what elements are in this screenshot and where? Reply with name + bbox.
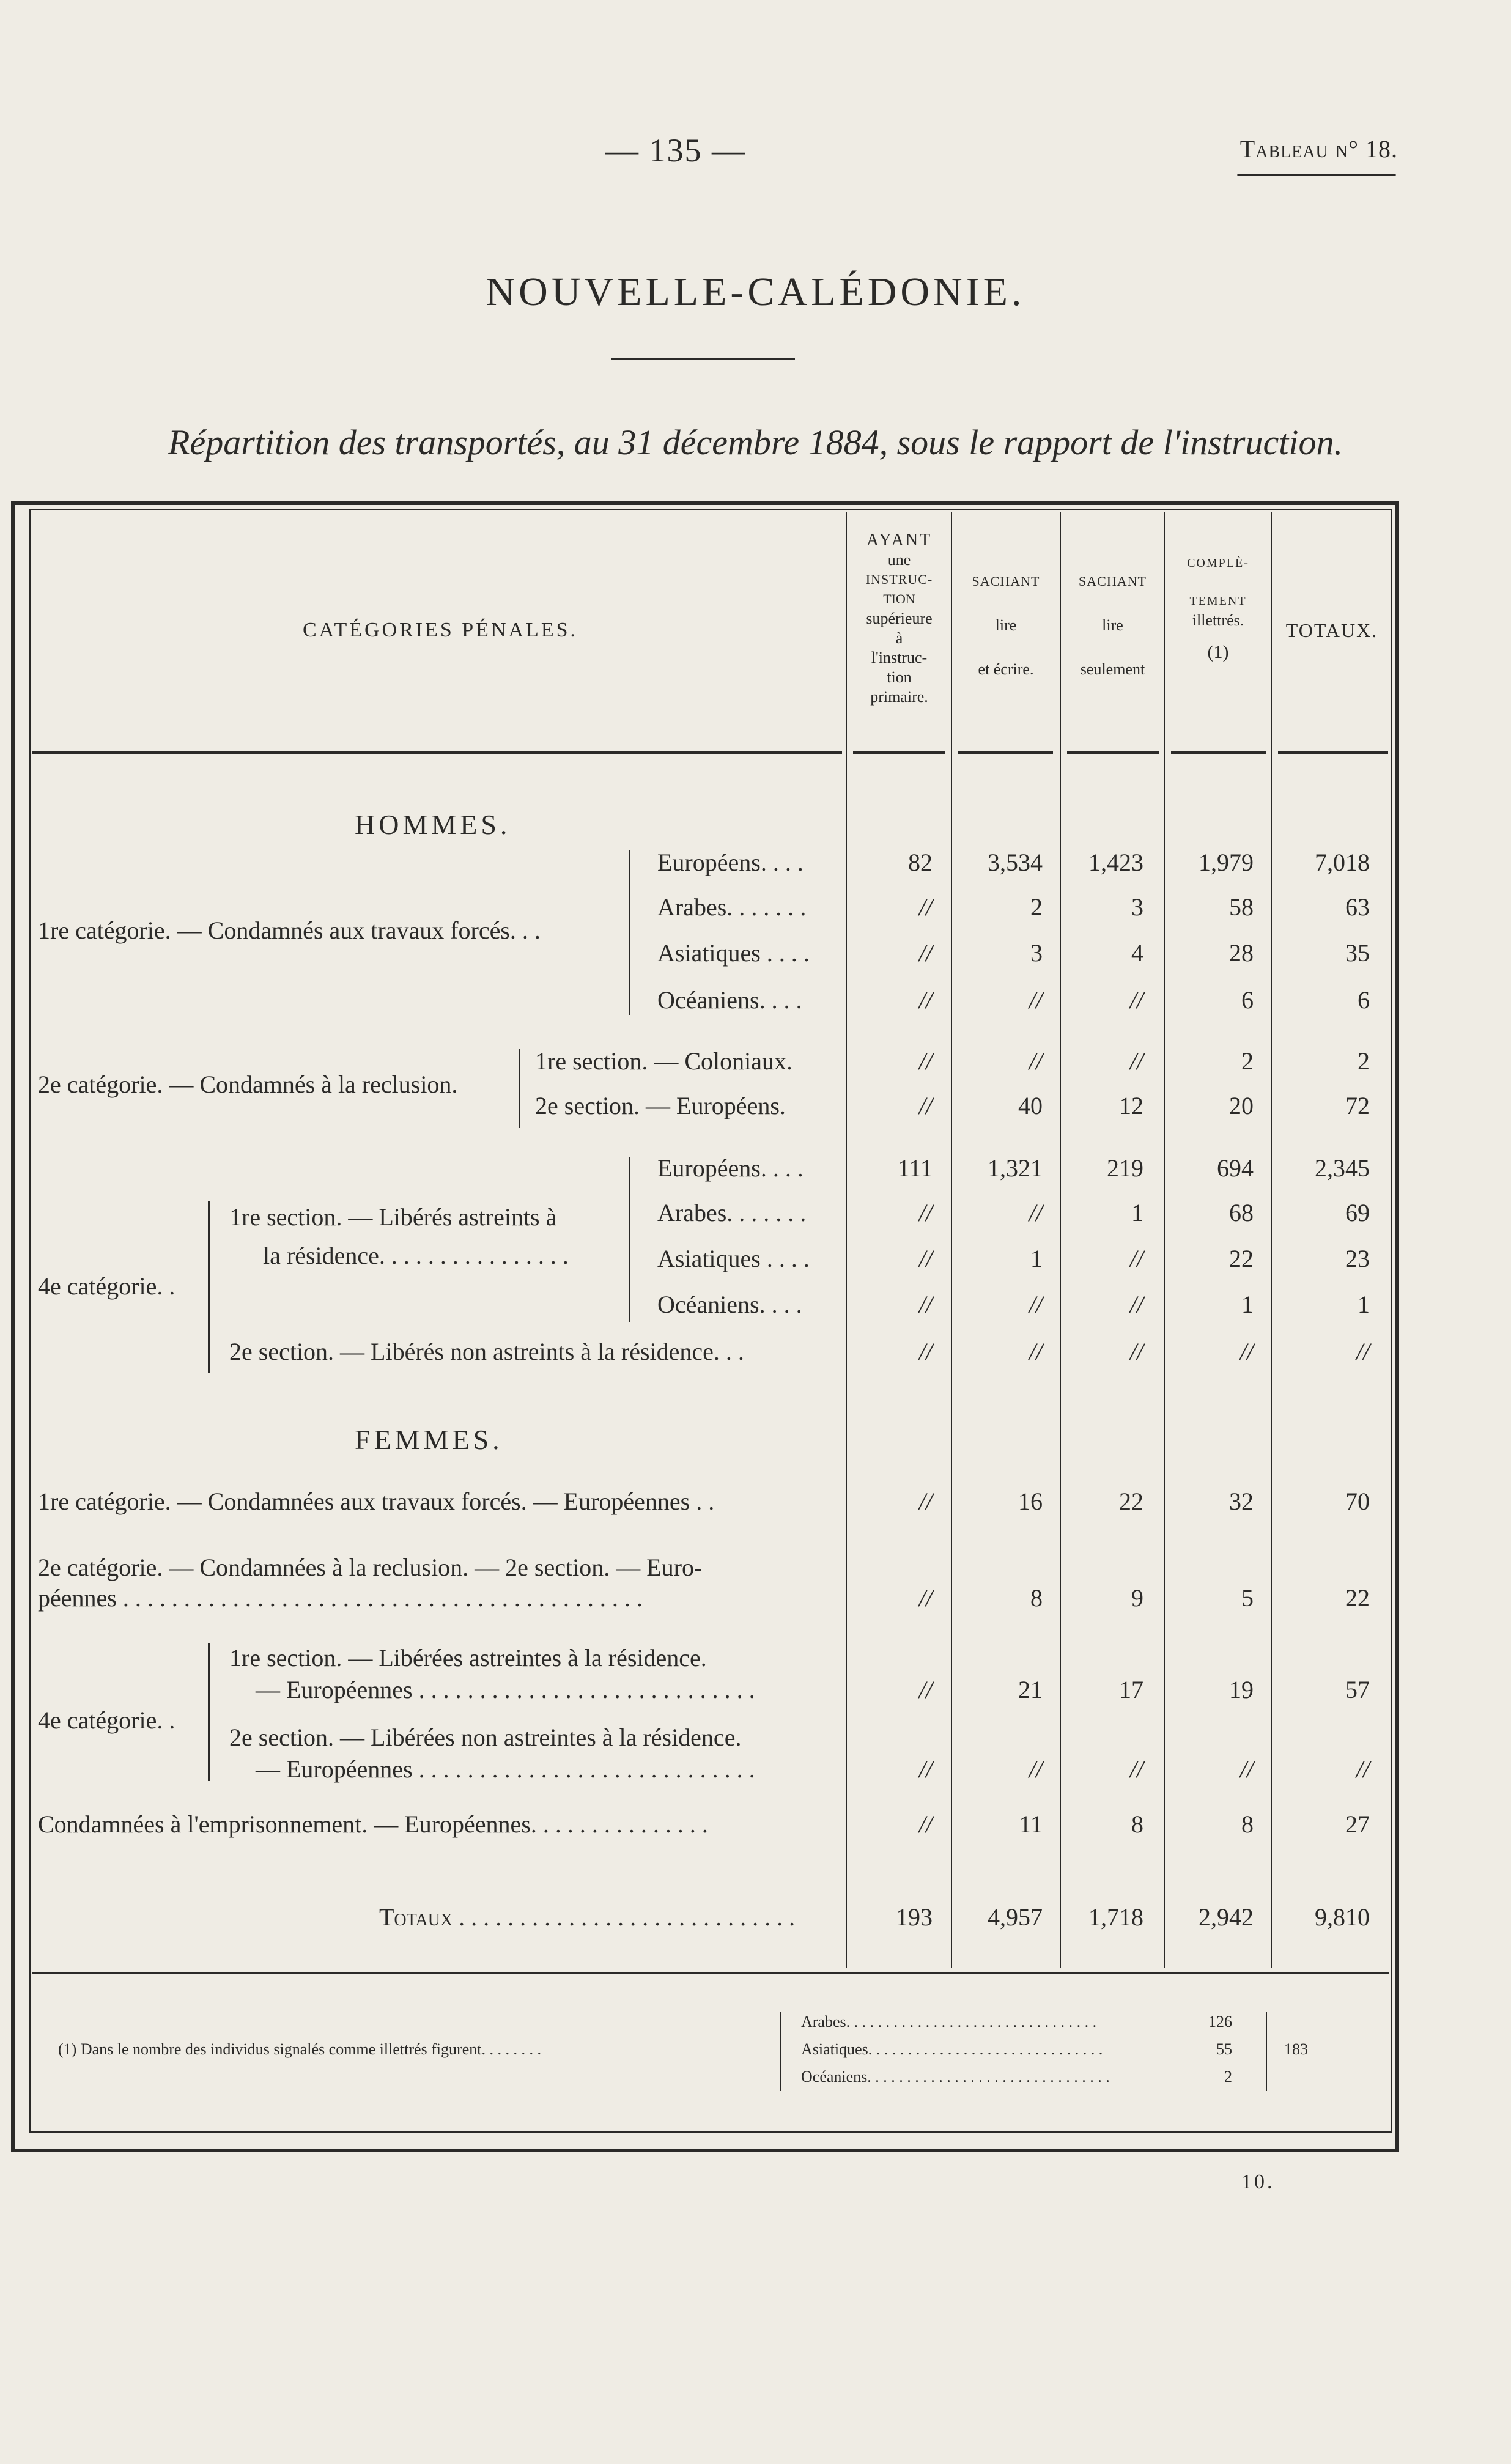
- table-cell: 28: [1229, 939, 1254, 967]
- table-cell: 5: [1241, 1584, 1254, 1612]
- header-rule: [958, 751, 1053, 754]
- row-label-f4-group: 4e catégorie. .: [38, 1706, 175, 1734]
- table-cell: //: [918, 1245, 933, 1272]
- brace: [208, 1201, 210, 1373]
- table-cell: 9,810: [1315, 1903, 1370, 1931]
- table-cell: //: [918, 1676, 933, 1703]
- table-cell: 7,018: [1315, 849, 1370, 876]
- brace: [629, 1157, 630, 1322]
- table-cell: 58: [1229, 893, 1254, 921]
- row-label: Asiatiques . . . .: [657, 1245, 810, 1272]
- column-divider: [951, 512, 952, 1968]
- table-cell: 2,942: [1199, 1903, 1254, 1931]
- row-label: Condamnées à l'emprisonnement. — Européennes. . . . . . . . . . . . . . .: [38, 1810, 708, 1838]
- table-cell: //: [1239, 1755, 1254, 1783]
- page-number: — 135 —: [605, 132, 746, 169]
- table-cell: 6: [1358, 986, 1370, 1014]
- column-divider: [1164, 512, 1165, 1968]
- table-cell: //: [1029, 1199, 1043, 1226]
- table-cell: 1,979: [1199, 849, 1254, 876]
- table-cell: //: [1029, 986, 1043, 1014]
- table-cell: 16: [1018, 1488, 1043, 1515]
- column-divider: [1271, 512, 1272, 1968]
- table-cell: 1,718: [1088, 1903, 1143, 1931]
- row-label: Océaniens. . . .: [657, 986, 802, 1014]
- table-cell: //: [1129, 1291, 1143, 1318]
- row-label: — Européennes . . . . . . . . . . . . . . . . . . . . . . . . . . . .: [256, 1755, 755, 1783]
- table-cell: 1,321: [988, 1154, 1043, 1182]
- row-label: Européens. . . .: [657, 849, 804, 876]
- page-title: NOUVELLE-CALÉDONIE.: [486, 270, 1025, 314]
- table-cell: //: [1029, 1755, 1043, 1783]
- footnote-text: (1) Dans le nombre des individus signalés comme illettrés figurent. . . . . . . .: [58, 2040, 541, 2058]
- table-cell: 2,345: [1315, 1154, 1370, 1182]
- row-label: — Européennes . . . . . . . . . . . . . . . . . . . . . . . . . . . .: [256, 1676, 755, 1703]
- table-cell: //: [918, 893, 933, 921]
- table-cell: //: [1129, 1338, 1143, 1365]
- table-cell: 68: [1229, 1199, 1254, 1226]
- row-label-totaux: Totaux . . . . . . . . . . . . . . . . . . . . . . . . . . . .: [379, 1903, 796, 1931]
- row-label: 2e section. — Libérées non astreintes à la résidence.: [229, 1724, 742, 1751]
- table-cell: 1: [1030, 1245, 1043, 1272]
- header-rule: [1278, 751, 1388, 754]
- table-cell: 8: [1131, 1810, 1143, 1838]
- row-label: 1re catégorie. — Condamnées aux travaux forcés. — Européennes . .: [38, 1488, 715, 1515]
- footnote-item-value: 126: [1208, 2013, 1232, 2031]
- footnote-item-value: 55: [1216, 2040, 1232, 2058]
- title-rule: [611, 358, 795, 360]
- section-hommes: HOMMES.: [355, 809, 511, 840]
- page-subtitle: Répartition des transportés, au 31 décembre 1884, sous le rapport de l'instruction.: [168, 422, 1343, 462]
- header-col-illettres: COMPLÈ- TEMENT illettrés. (1): [1187, 556, 1249, 662]
- footnote-item-label: Arabes. . . . . . . . . . . . . . . . . . . . . . . . . . . . . . . .: [801, 2013, 1097, 2031]
- table-cell: 3,534: [988, 849, 1043, 876]
- row-label-h2-group: 2e catégorie. — Condamnés à la reclusion.: [38, 1071, 458, 1098]
- row-label: 1re section. — Libérés astreints à: [229, 1203, 557, 1231]
- row-label-h4-group: 4e catégorie. .: [38, 1272, 175, 1300]
- table-cell: 20: [1229, 1092, 1254, 1119]
- table-cell: 12: [1119, 1092, 1143, 1119]
- row-label: 2e catégorie. — Condamnées à la reclusion. — 2e section. — Euro-: [38, 1554, 703, 1581]
- table-cell: //: [918, 1810, 933, 1838]
- row-label: 2e section. — Libérés non astreints à la résidence. . .: [229, 1338, 744, 1365]
- brace: [1266, 2012, 1267, 2091]
- table-cell: 219: [1107, 1154, 1143, 1182]
- row-label: Océaniens. . . .: [657, 1291, 802, 1318]
- table-cell: 4,957: [988, 1903, 1043, 1931]
- row-label: 1re section. — Coloniaux.: [535, 1047, 793, 1075]
- table-cell: 1: [1131, 1199, 1143, 1226]
- footnote-item-label: Asiatiques. . . . . . . . . . . . . . . . . . . . . . . . . . . . . .: [801, 2040, 1103, 2058]
- table-cell: //: [1239, 1338, 1254, 1365]
- table-cell: //: [918, 1092, 933, 1119]
- table-cell: 2: [1030, 893, 1043, 921]
- brace: [519, 1049, 520, 1128]
- table-cell: 3: [1131, 893, 1143, 921]
- header-rule: [1067, 751, 1159, 754]
- table-cell: //: [918, 1291, 933, 1318]
- footnote-item-label: Océaniens. . . . . . . . . . . . . . . . . . . . . . . . . . . . . . .: [801, 2068, 1110, 2086]
- table-cell: //: [1129, 1755, 1143, 1783]
- row-label-h1-group: 1re catégorie. — Condamnés aux travaux forcés. . .: [38, 917, 541, 944]
- table-cell: 17: [1119, 1676, 1143, 1703]
- table-cell: //: [1029, 1291, 1043, 1318]
- table-cell: 11: [1019, 1810, 1043, 1838]
- table-cell: //: [918, 1338, 933, 1365]
- table-cell: //: [1129, 1245, 1143, 1272]
- table-cell: //: [918, 1199, 933, 1226]
- table-reference: Tableau n° 18.: [1239, 135, 1398, 163]
- header-rule: [32, 751, 842, 754]
- table-cell: //: [1129, 1047, 1143, 1075]
- row-label: 2e section. — Européens.: [535, 1092, 786, 1119]
- column-divider: [846, 512, 847, 1968]
- table-cell: 1,423: [1088, 849, 1143, 876]
- table-cell: 8: [1241, 1810, 1254, 1838]
- table-cell: 22: [1345, 1584, 1370, 1612]
- brace: [629, 850, 630, 1015]
- column-divider: [1060, 512, 1061, 1968]
- row-label: Européens. . . .: [657, 1154, 804, 1182]
- header-col-lire-seulement: SACHANT lire seulement: [1079, 574, 1147, 678]
- row-label: la résidence. . . . . . . . . . . . . . . .: [263, 1242, 569, 1269]
- table-cell: 82: [908, 849, 933, 876]
- header-col-lire-ecrire: SACHANT lire et écrire.: [972, 574, 1040, 678]
- table-cell: 40: [1018, 1092, 1043, 1119]
- table-cell: 22: [1119, 1488, 1143, 1515]
- brace: [780, 2012, 781, 2091]
- table-cell: //: [918, 1755, 933, 1783]
- table-cell: //: [1129, 986, 1143, 1014]
- brace: [208, 1643, 210, 1781]
- table-cell: 22: [1229, 1245, 1254, 1272]
- table-cell: 57: [1345, 1676, 1370, 1703]
- table-reference-rule: [1237, 174, 1396, 176]
- table-cell: 35: [1345, 939, 1370, 967]
- header-rule: [1171, 751, 1266, 754]
- table-cell: 2: [1241, 1047, 1254, 1075]
- table-cell: 70: [1345, 1488, 1370, 1515]
- table-cell: //: [1356, 1338, 1370, 1365]
- table-cell: 111: [897, 1154, 933, 1182]
- row-label: Arabes. . . . . . .: [657, 893, 807, 921]
- footnote-item-value: 2: [1224, 2068, 1232, 2086]
- section-femmes: FEMMES.: [355, 1424, 503, 1455]
- table-cell: 1: [1358, 1291, 1370, 1318]
- table-cell: 63: [1345, 893, 1370, 921]
- table-cell: 1: [1241, 1291, 1254, 1318]
- table-cell: //: [918, 939, 933, 967]
- table-cell: 9: [1131, 1584, 1143, 1612]
- table-cell: 4: [1131, 939, 1143, 967]
- header-col-instruction: AYANT une INSTRUC- TION supérieure à l'instruc- tion primaire.: [865, 531, 933, 706]
- header-rule: [853, 751, 945, 754]
- table-cell: 27: [1345, 1810, 1370, 1838]
- table-cell: 23: [1345, 1245, 1370, 1272]
- table-cell: 69: [1345, 1199, 1370, 1226]
- table-cell: 21: [1018, 1676, 1043, 1703]
- signature-mark: 10.: [1241, 2171, 1275, 2193]
- table-cell: //: [918, 1047, 933, 1075]
- row-label: Asiatiques . . . .: [657, 939, 810, 967]
- table-cell: //: [918, 986, 933, 1014]
- table-cell: //: [918, 1488, 933, 1515]
- table-cell: //: [1029, 1047, 1043, 1075]
- table-bottom-rule: [32, 1972, 1389, 1974]
- header-col-totaux: TOTAUX.: [1285, 619, 1378, 641]
- table-cell: 32: [1229, 1488, 1254, 1515]
- table-cell: 6: [1241, 986, 1254, 1014]
- row-label: Arabes. . . . . . .: [657, 1199, 807, 1226]
- table-cell: 72: [1345, 1092, 1370, 1119]
- table-cell: //: [918, 1584, 933, 1612]
- footnote-total: 183: [1284, 2040, 1308, 2058]
- table-cell: 2: [1358, 1047, 1370, 1075]
- table-cell: //: [1029, 1338, 1043, 1365]
- table-cell: 8: [1030, 1584, 1043, 1612]
- table-cell: //: [1356, 1755, 1370, 1783]
- table-cell: 193: [896, 1903, 933, 1931]
- row-label: péennes . . . . . . . . . . . . . . . . . . . . . . . . . . . . . . . . . . . . . . . . . . .: [38, 1584, 643, 1612]
- table-cell: 19: [1229, 1676, 1254, 1703]
- table-cell: 3: [1030, 939, 1043, 967]
- header-categories: CATÉGORIES PÉNALES.: [302, 619, 578, 641]
- row-label: 1re section. — Libérées astreintes à la résidence.: [229, 1644, 707, 1672]
- table-cell: 694: [1217, 1154, 1254, 1182]
